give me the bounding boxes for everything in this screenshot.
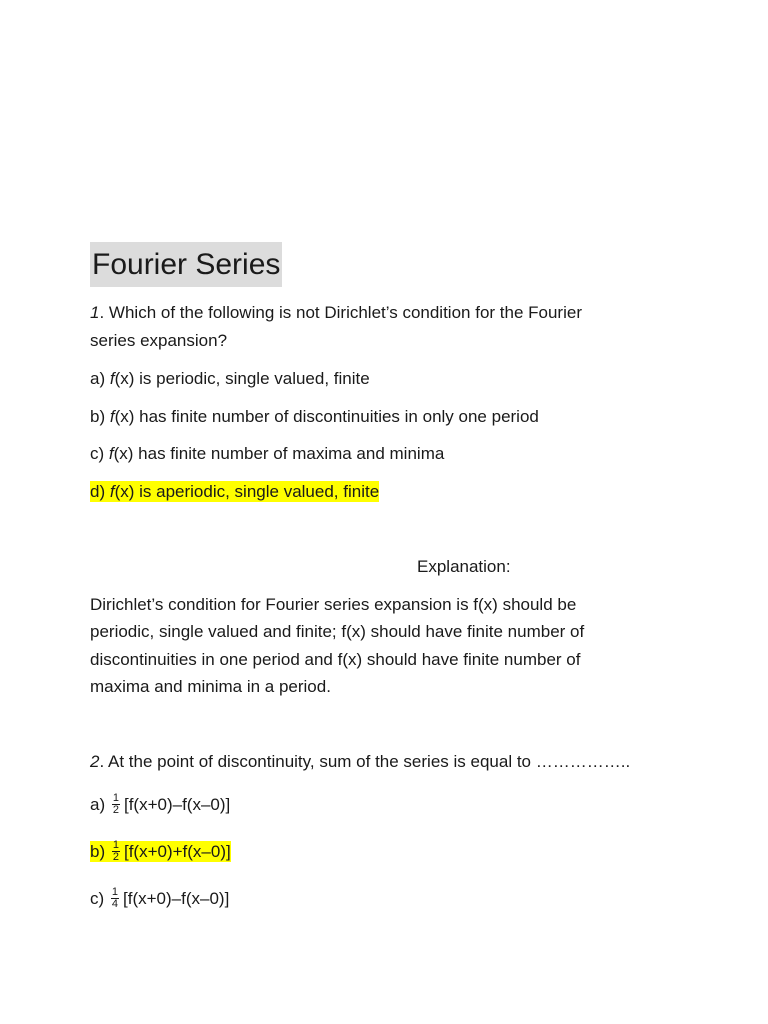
fraction-denominator: 4 <box>111 898 119 911</box>
explanation-heading: Explanation: <box>417 557 511 576</box>
option-a-expression: [f(x+0)–f(x–0)] <box>123 795 231 814</box>
option-a-prefix: a) <box>90 369 110 388</box>
question-2-option-a <box>90 794 230 817</box>
option-d-prefix: d) <box>90 482 110 501</box>
option-c-function: f <box>108 444 114 463</box>
question-2-option-c <box>90 888 229 911</box>
question-2-option-b-correct <box>90 841 231 864</box>
explanation-line-1: Dirichlet’s condition for Fourier series expansion is f(x) should be <box>90 595 577 614</box>
option-b-prefix: b) <box>90 407 110 426</box>
option-b-prefix: b) <box>90 842 110 861</box>
fraction-numerator: 1 <box>112 792 119 805</box>
fraction-one-quarter <box>111 887 119 910</box>
correct-answer-highlight <box>90 481 379 502</box>
option-a-text: (x) is periodic, single valued, finite <box>114 369 370 388</box>
fraction-numerator: 1 <box>112 839 119 852</box>
fraction-one-half <box>112 793 120 816</box>
option-c-expression: [f(x+0)–f(x–0)] <box>123 889 230 908</box>
option-b-function: f <box>109 407 115 426</box>
option-c-prefix: c) <box>90 444 109 463</box>
fraction-numerator: 1 <box>111 886 119 899</box>
option-a-function: f <box>109 369 115 388</box>
question-2-text <box>90 751 630 773</box>
question-1-line-2: series expansion? <box>90 331 228 350</box>
fraction-denominator: 2 <box>112 851 119 864</box>
question-1-option-d-correct <box>90 481 379 503</box>
fraction-denominator: 2 <box>112 804 119 817</box>
option-b-expression: [f(x+0)+f(x–0)] <box>123 842 231 861</box>
option-c-text: (x) has finite number of maxima and minima <box>113 444 445 463</box>
option-d-text: (x) is aperiodic, single valued, finite <box>114 482 380 501</box>
question-1-option-b <box>90 406 539 428</box>
explanation-line-2: periodic, single valued and finite; f(x) should have finite number of <box>90 622 585 641</box>
option-b-text: (x) has finite number of discontinuities in only one period <box>114 407 539 426</box>
question-1-line-1: . Which of the following is not Dirichlet’s condition for the Fourier <box>99 303 582 322</box>
question-1-option-c <box>90 443 444 465</box>
option-d-function: f <box>109 482 115 501</box>
question-1-option-a <box>90 368 370 390</box>
page-title: Fourier Series <box>90 242 282 287</box>
fraction-one-half <box>112 840 120 863</box>
question-1-text <box>90 302 582 324</box>
explanation-line-4: maxima and minima in a period. <box>90 677 331 696</box>
question-2-number: 2 <box>90 752 100 771</box>
option-a-prefix: a) <box>90 795 110 814</box>
question-2-line: . At the point of discontinuity, sum of the series is equal to …………….. <box>99 752 631 771</box>
option-c-prefix: c) <box>90 889 109 908</box>
correct-answer-highlight <box>90 841 231 862</box>
explanation-line-3: discontinuities in one period and f(x) should have finite number of <box>90 650 581 669</box>
question-1-number: 1 <box>90 303 100 322</box>
